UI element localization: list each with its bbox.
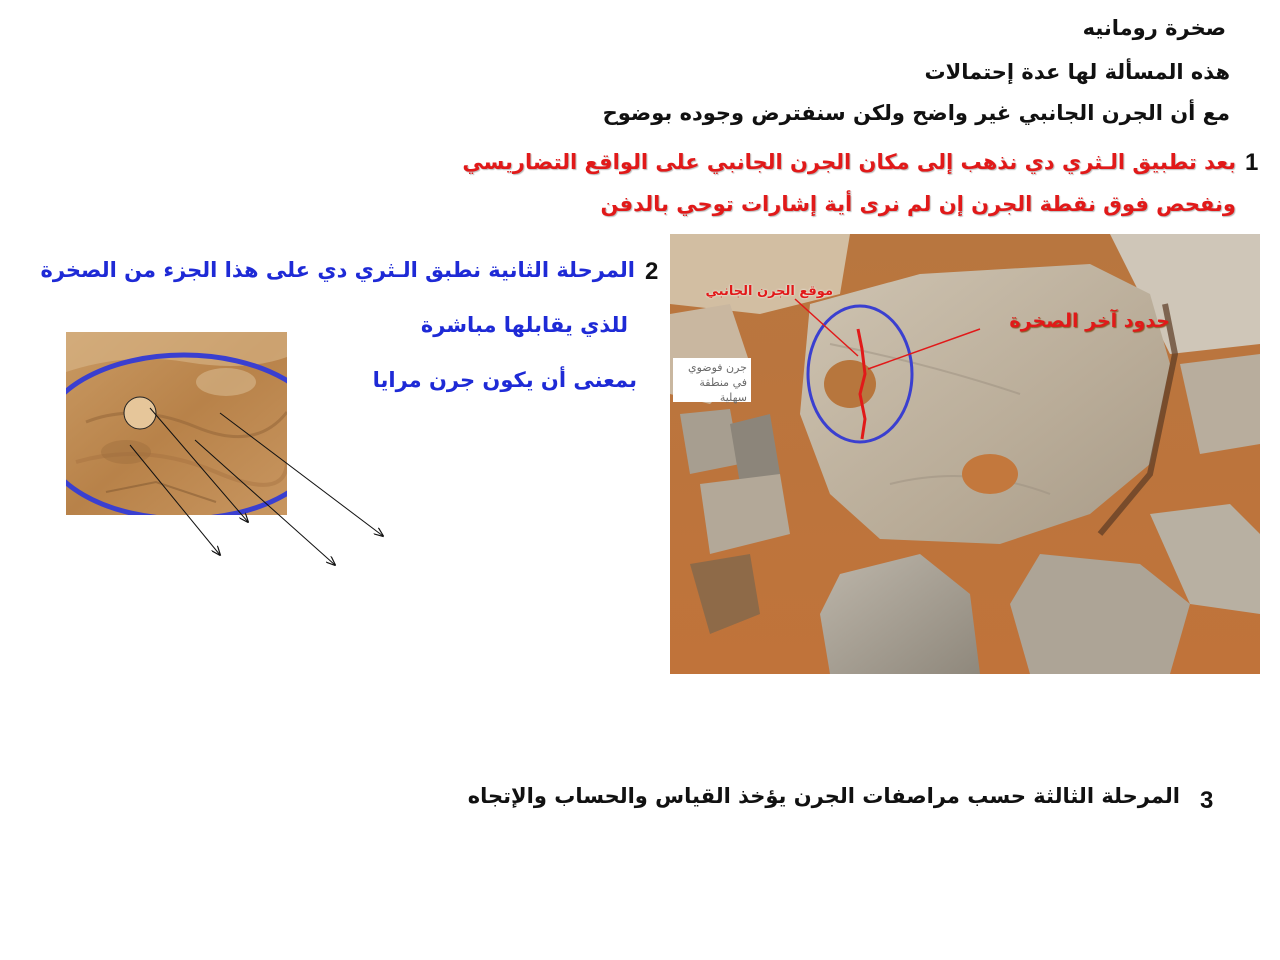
arrow-3 (195, 440, 335, 565)
step3-text: المرحلة الثالثة حسب مراصفات الجرن يؤخذ القياس والحساب والإتجاه (467, 784, 1180, 808)
step1-line2: ونفحص فوق نقطة الجرن إن لم نرى أية إشارات توحي بالدفن (600, 192, 1236, 216)
step1-line1: بعد تطبيق الـثري دي نذهب إلى مكان الجرن الجانبي على الواقع التضاريسي (462, 150, 1236, 174)
step2-line1: المرحلة الثانية نطبق الـثري دي على هذا الجزء من الصخرة (40, 258, 635, 282)
chaotic-basin-note: جرن فوضوي في منطقة سهلية (673, 358, 751, 402)
side-basin-location-label: موقع الجرن الجانبي (705, 284, 833, 299)
title-line: صخرة رومانيه (1082, 16, 1226, 40)
rock-field-photo (670, 234, 1260, 674)
step1-number: 1 (1245, 149, 1259, 176)
step2-line3: بمعنى أن يكون جرن مرايا (372, 368, 637, 392)
step2-number: 2 (645, 258, 659, 285)
step3-number: 3 (1200, 787, 1214, 814)
subtitle-line: هذه المسألة لها عدة إحتمالات (924, 60, 1230, 84)
rock-edge-label: حدود آخر الصخرة (1009, 310, 1170, 332)
arrow-1 (130, 445, 220, 555)
arrow-2 (150, 408, 248, 522)
step2-line2: للذي يقابلها مباشرة (420, 313, 628, 337)
intro-line: مع أن الجرن الجانبي غير واضح ولكن سنفترض وجوده بوضوح (602, 101, 1230, 125)
